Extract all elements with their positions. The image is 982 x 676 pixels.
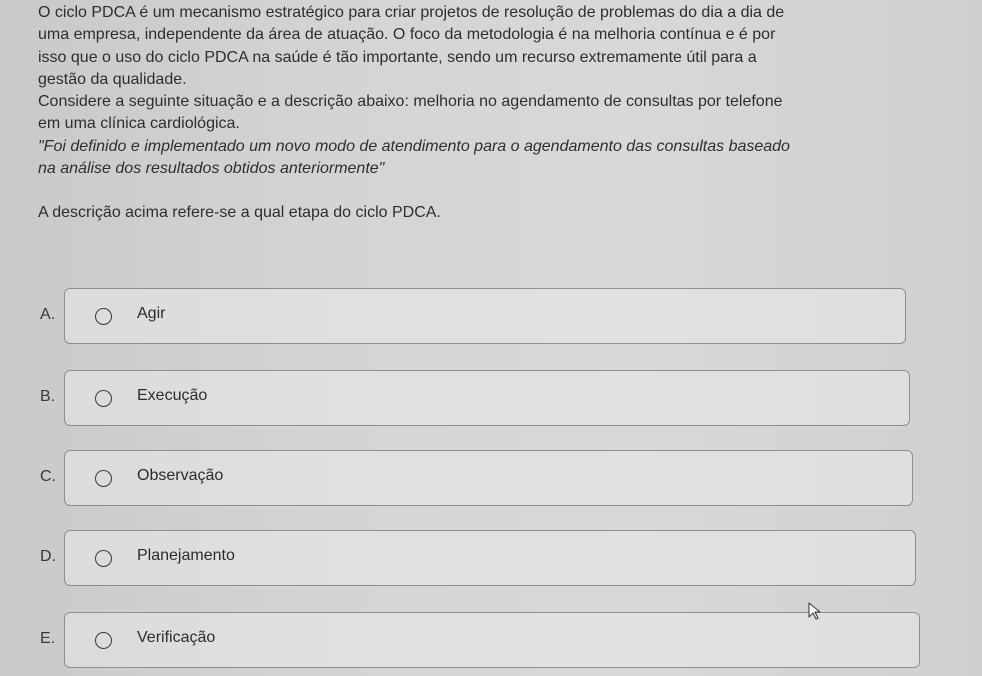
radio-unselected-icon[interactable] xyxy=(95,470,112,487)
option-box[interactable] xyxy=(64,370,910,426)
option-letter: A. xyxy=(40,306,56,323)
option-label: Observação xyxy=(137,467,224,484)
radio-unselected-icon[interactable] xyxy=(95,390,112,407)
option-a[interactable] xyxy=(0,284,982,348)
radio-unselected-icon[interactable] xyxy=(95,308,112,325)
radio-unselected-icon[interactable] xyxy=(95,550,112,567)
option-label: Agir xyxy=(137,305,166,322)
question-line: gestão da qualidade. xyxy=(38,70,187,88)
radio-unselected-icon[interactable] xyxy=(95,632,112,649)
question-line: uma empresa, independente da área de atuação. O foco da metodologia é na melhoria contínua e é por xyxy=(38,26,776,44)
quote-line: "Foi definido e implementado um novo modo de atendimento para o agendamento das consultas baseado xyxy=(38,137,790,155)
option-box[interactable] xyxy=(64,612,920,668)
option-letter: D. xyxy=(40,548,56,565)
option-c[interactable] xyxy=(0,446,982,510)
option-label: Execução xyxy=(137,387,208,404)
question-line: isso que o uso do ciclo PDCA na saúde é tão importante, sendo um recurso extremamente útil para a xyxy=(38,48,757,66)
option-label: Planejamento xyxy=(137,547,235,564)
option-box[interactable] xyxy=(64,530,916,586)
option-label: Verificação xyxy=(137,629,216,646)
quote-line: na análise dos resultados obtidos anteriormente" xyxy=(38,160,385,178)
question-line: em uma clínica cardiológica. xyxy=(38,115,240,133)
option-d[interactable] xyxy=(0,526,982,590)
mouse-pointer-icon xyxy=(808,602,822,620)
question-prompt: A descrição acima refere-se a qual etapa do ciclo PDCA. xyxy=(38,204,441,222)
option-box[interactable] xyxy=(64,450,913,506)
option-letter: B. xyxy=(40,388,56,405)
question-line: Considere a seguinte situação e a descrição abaixo: melhoria no agendamento de consultas por telefone xyxy=(38,93,783,111)
question-text xyxy=(38,2,938,225)
option-b[interactable] xyxy=(0,366,982,430)
option-box[interactable] xyxy=(64,288,906,344)
option-letter: C. xyxy=(40,468,56,485)
question-line: O ciclo PDCA é um mecanismo estratégico para criar projetos de resolução de problemas do dia a dia de xyxy=(38,4,785,21)
option-e[interactable] xyxy=(0,608,982,672)
option-letter: E. xyxy=(40,630,56,647)
